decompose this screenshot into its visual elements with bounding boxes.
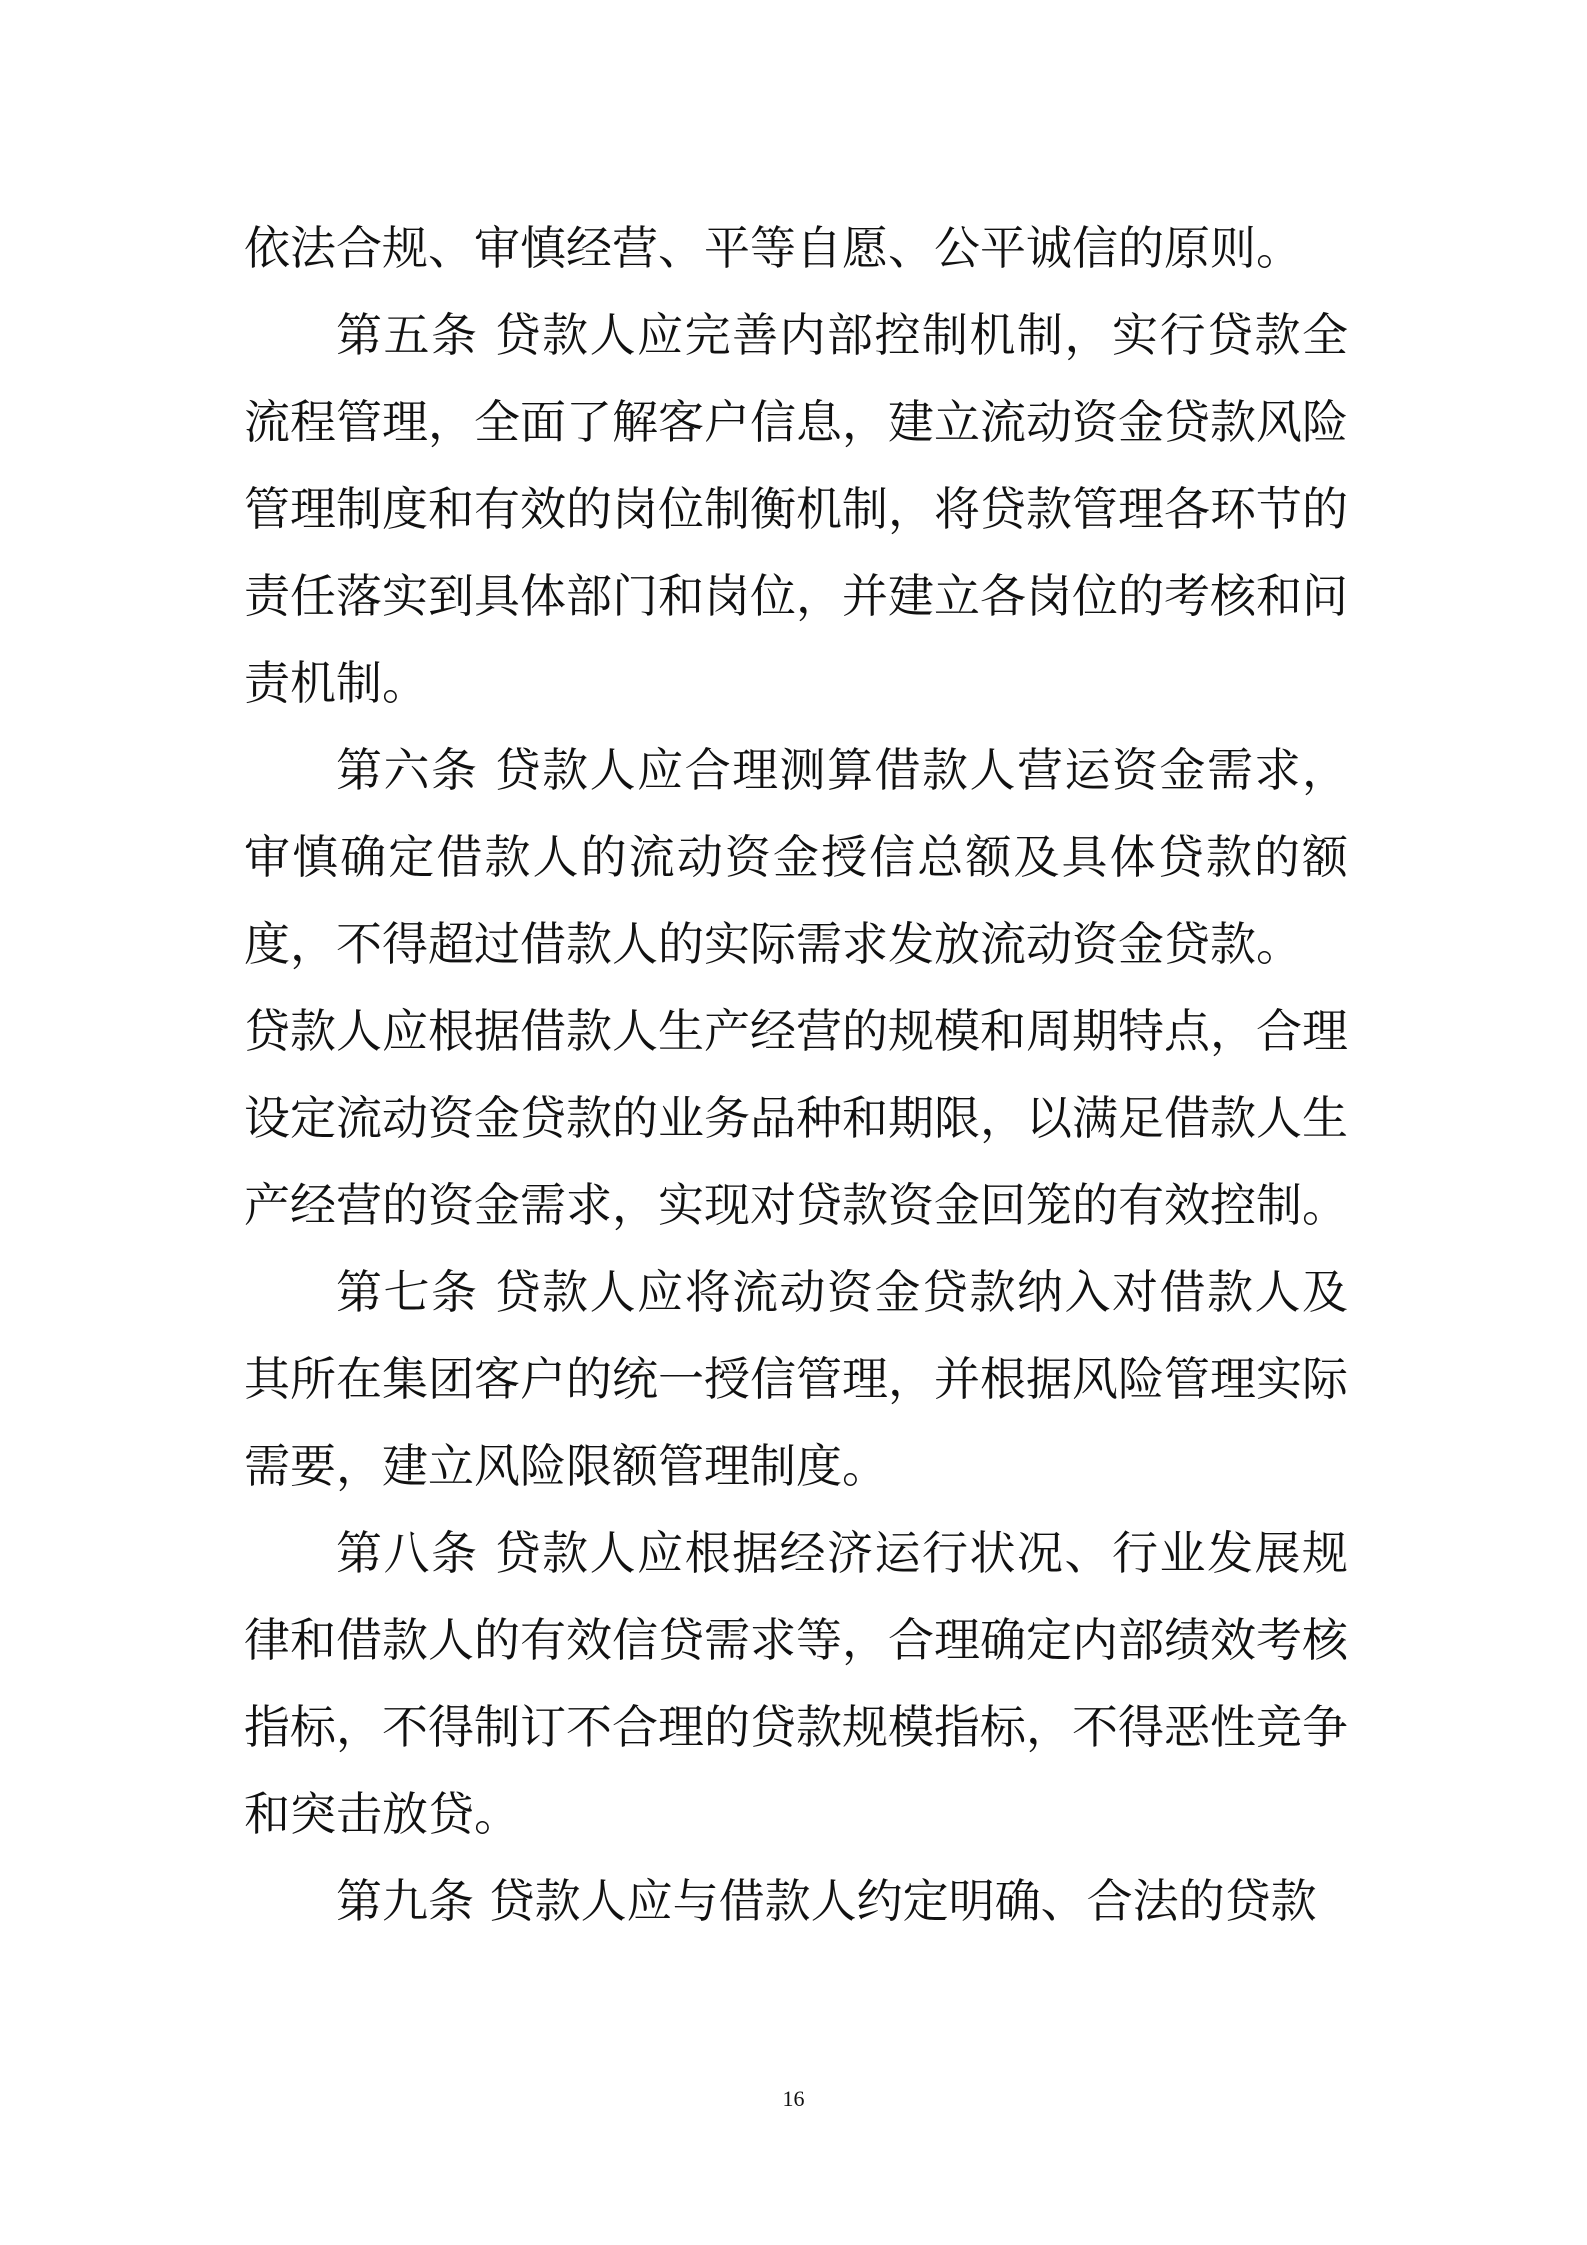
page-number: 16 (782, 2086, 805, 2111)
paragraph-article-7: 第七条 贷款人应将流动资金贷款纳入对借款人及其所在集团客户的统一授信管理，并根据风险管理实际需要，建立风险限额管理制度。 (244, 1265, 1348, 1493)
paragraph-article-6-continued: 贷款人应根据借款人生产经营的规模和周期特点，合理设定流动资金贷款的业务品种和期限，以满足借款人生产经营的资金需求，实现对贷款资金回笼的有效控制。 (244, 1004, 1348, 1232)
paragraph-article-6: 第六条 贷款人应合理测算借款人营运资金需求，审慎确定借款人的流动资金授信总额及具体贷款的额度，不得超过借款人的实际需求发放流动资金贷款。 (244, 743, 1348, 971)
paragraph-article-5: 第五条 贷款人应完善内部控制机制，实行贷款全流程管理，全面了解客户信息，建立流动资金贷款风险管理制度和有效的岗位制衡机制，将贷款管理各环节的责任落实到具体部门和岗位，并建立各岗位的考核和问责机制。 (244, 308, 1348, 710)
paragraph-article-9: 第九条 贷款人应与借款人约定明确、合法的贷款 (336, 1874, 1317, 1928)
paragraph-continuation-principles: 依法合规、审慎经营、平等自愿、公平诚信的原则。 (244, 221, 1302, 275)
paragraph-article-8: 第八条 贷款人应根据经济运行状况、行业发展规律和借款人的有效信贷需求等，合理确定内部绩效考核指标，不得制订不合理的贷款规模指标，不得恶性竞争和突击放贷。 (244, 1526, 1348, 1841)
document-body (244, 205, 1348, 1945)
